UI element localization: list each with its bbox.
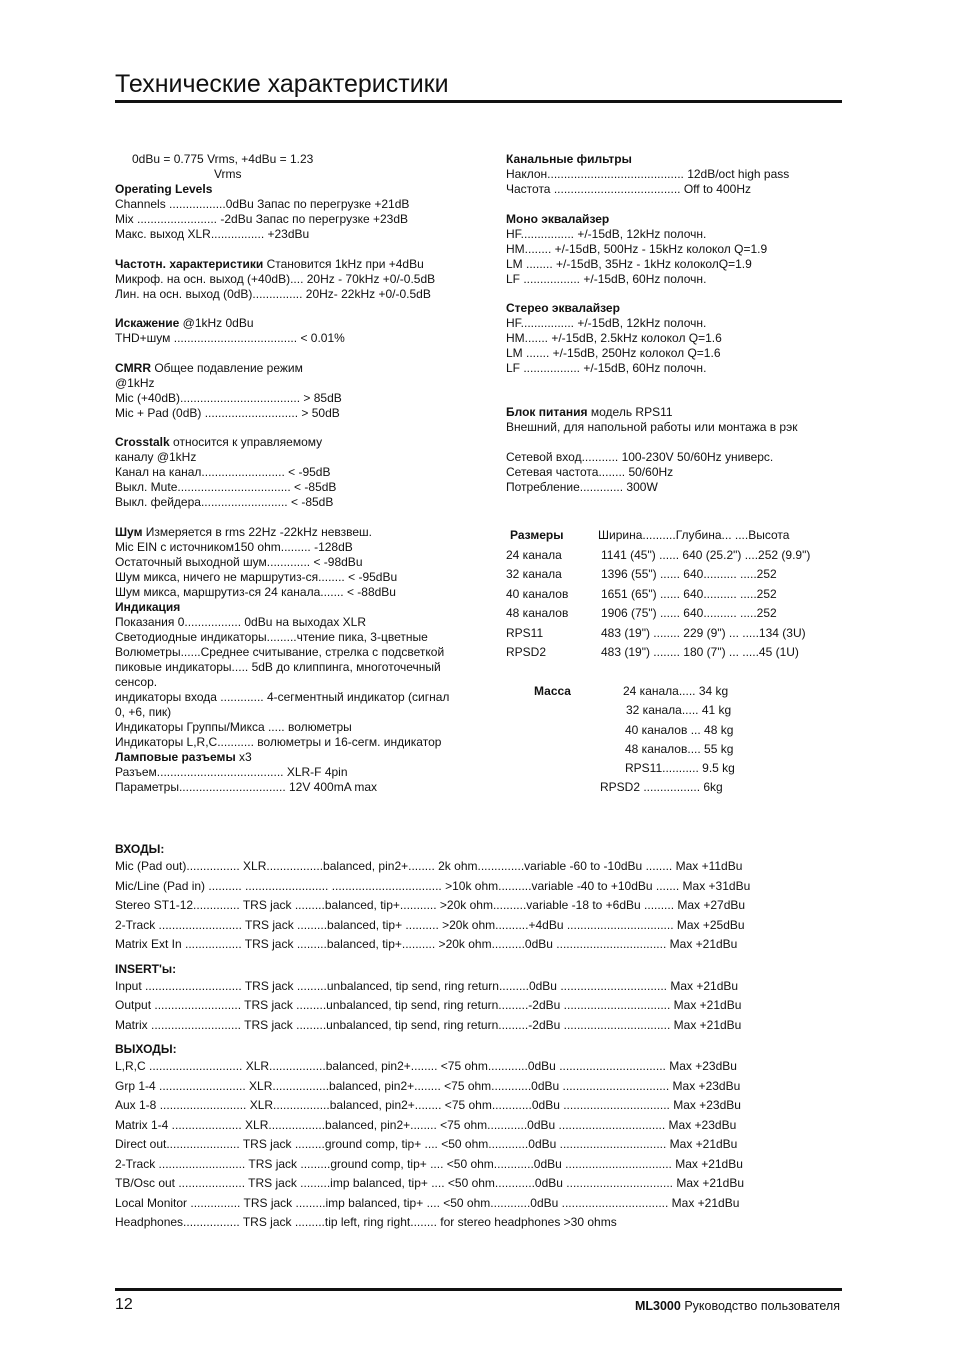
page-title: Технические характеристики (115, 70, 449, 98)
noise-line: Шум микса, маршрутиз-ся 24 канала....... < -88dBu (115, 584, 396, 599)
insert-spec-row: Output .......................... TRS jack .........unbalanced, tip send, ring return.........-2dBu ................................ Max +21dBu (115, 998, 742, 1012)
output-spec-row: Direct out...................... TRS jack .........ground comp, tip+ .... <50 ohm............0dBu ................................ Max +21dBu (115, 1137, 738, 1151)
dimensions-row-value: 1651 (65") ...... 640.......... .....252 (601, 586, 777, 601)
stereo-eq-line: HM....... +/-15dB, 2.5kHz колокол Q=1.6 (506, 331, 722, 345)
freq-response-heading: Частотн. характеристики Становится 1kHz при +4dBu (115, 256, 424, 271)
mono-eq-heading: Моно эквалайзер (506, 211, 610, 226)
distortion-heading: Искажение @1kHz 0dBu (115, 316, 254, 330)
power-supply-line: Сетевая частота........ 50/60Hz (506, 464, 674, 479)
dimensions-row (506, 624, 842, 644)
dimensions-row-value: 1141 (45") ...... 640 (25.2") ....252 (9.9") (601, 547, 811, 562)
dimensions-header-row (506, 526, 842, 546)
indication-line: пиковые индикаторы..... 5dB до клиппинга, многоточечный (115, 659, 441, 674)
indication-line: сенсор. (115, 674, 158, 689)
power-supply-line: Потребление............. 300W (506, 479, 658, 494)
mass-row-value: RPSD2 ................. 6kg (600, 780, 723, 795)
crosstalk-line: Канал на канал......................... < -95dB (115, 465, 331, 479)
crosstalk-heading: Crosstalk относится к управляемому (115, 435, 323, 449)
crosstalk-heading-line-2: каналу @1kHz (115, 450, 197, 464)
dimensions-row-label: RPSD2 (506, 645, 547, 659)
mono-eq-line: HF................ +/-15dB, 12kHz полочн. (506, 226, 707, 241)
dimensions-row-value: 483 (19") ........ 229 (9") ... .....134 (3U) (601, 625, 806, 640)
output-spec-row: Local Monitor ............... TRS jack .........imp balanced, tip+ .... <50 ohm............0dBu ................................ Max +21dBu (115, 1195, 740, 1210)
indication-line: Волюметры......Среднее считывание, стрелка с подсветкой (115, 644, 445, 659)
cmrr-line: Mic (+40dB).................................... > 85dB (115, 390, 342, 405)
input-spec-row: Mic (Pad out)................ XLR.................balanced, pin2+........ 2k ohm..............variable -60 to -10dBu ........ Max +11dBu (115, 859, 743, 873)
indication-line: 0, +6, пик) (115, 704, 172, 719)
indication-line: индикаторы входа ............. 4-сегментный индикатор (сигнал (115, 689, 450, 704)
noise-line: Остаточный выходной шум............. < -98dBu (115, 554, 363, 569)
stereo-eq-line: LF ................. +/-15dB, 60Hz полочн. (506, 361, 707, 375)
mass-row (506, 682, 842, 701)
mono-eq-line: LF ................. +/-15dB, 60Hz полочн. (506, 271, 707, 286)
mass-row (506, 740, 842, 759)
indication-heading: Индикация (115, 599, 181, 614)
dimensions-row (506, 604, 842, 624)
mass-row (506, 759, 842, 778)
dimensions-row (506, 643, 842, 663)
output-spec-row: Grp 1-4 .......................... XLR.................balanced, pin2+........ <75 ohm............0dBu ................................ Max +23dBu (115, 1078, 741, 1093)
dimensions-row-label: 40 каналов (506, 586, 569, 601)
power-supply-heading: Блок питания модель RPS11 (506, 405, 673, 419)
inputs-heading: ВХОДЫ: (115, 842, 165, 856)
footer-model: ML3000 (634, 1299, 681, 1313)
noise-line: Шум микса, ничего не маршрутиз-ся........ < -95dBu (115, 569, 398, 584)
mono-eq-line: HM........ +/-15dB, 500Hz - 15kHz колокол Q=1.9 (506, 241, 768, 256)
output-spec-row: Matrix 1-4 ..................... XLR.................balanced, pin2+........ <75 ohm............0dBu ................................ Max +23dBu (115, 1117, 737, 1132)
dimensions-row (506, 585, 842, 605)
dbu-definition-line-1: 0dBu = 0.775 Vrms, +4dBu = 1.23 (132, 152, 314, 166)
dimensions-row (506, 546, 842, 566)
lamp-connectors-heading: Ламповые разъемы x3 (115, 749, 252, 764)
dimensions-heading: Размеры (510, 528, 564, 542)
freq-response-line: Лин. на осн. выход (0dB)............... 20Hz- 22kHz +0/-0.5dB (115, 286, 431, 301)
operating-levels-line: Channels .................0dBu Запас по перегрузке +21dB (115, 197, 410, 211)
right-column (506, 152, 842, 495)
channel-filters-line: Частота ...................................... Off to 400Hz (506, 182, 751, 196)
mass-row-value: 48 каналов.... 55 kg (625, 741, 734, 756)
footer-rule (115, 1288, 842, 1291)
mass-row-value: 32 канала..... 41 kg (626, 703, 732, 718)
cmrr-line: Mic + Pad (0dB) ............................ > 50dB (115, 405, 340, 420)
input-spec-row: Mic/Line (Pad in) .......... ......................... ................................. >10k ohm..........variable -40 to +10dBu ....... Max +31dBu (115, 878, 751, 893)
lamp-connectors-line: Разъем...................................... XLR-F 4pin (115, 764, 348, 779)
output-spec-row: L,R,C ............................ XLR.................balanced, pin2+........ <75 ohm............0dBu ................................ Max +23dBu (115, 1059, 737, 1073)
insert-spec-row: Input ............................. TRS jack .........unbalanced, tip send, ring return.........0dBu ................................ Max +21dBu (115, 978, 739, 993)
input-spec-row: Stereo ST1-12.............. TRS jack .........balanced, tip+........... >20k ohm..........variable -18 to +6dBu ......... Max +27dBu (115, 898, 746, 912)
io-specs (115, 841, 842, 1233)
outputs-heading: ВЫХОДЫ: (115, 1042, 177, 1056)
footer-title (635, 1298, 840, 1314)
indication-line: Показания 0................. 0dBu на выходах XLR (115, 614, 366, 629)
dbu-definition-line-2: Vrms (214, 167, 242, 181)
mass-row-value: 24 канала..... 34 kg (623, 684, 729, 698)
distortion-line: THD+шум ..................................... < 0.01% (115, 331, 345, 345)
indication-line: Индикаторы Группы/Микса ..... волюметры (115, 719, 352, 734)
output-spec-row: Headphones................. TRS jack .........tip left, ring right........ for stereo headphones >30 ohms (115, 1215, 617, 1229)
freq-response-line: Микроф. на осн. выход (+40dB).... 20Hz - 70kHz +0/-0.5dB (115, 271, 436, 286)
dimensions-row-label: 24 канала (506, 547, 562, 562)
channel-filters-line: Наклон......................................... 12dB/oct high pass (506, 167, 790, 181)
input-spec-row: 2-Track ......................... TRS jack .........balanced, tip+ .......... >20k ohm..........+4dBu ................................ Max +25dBu (115, 917, 745, 932)
stereo-eq-line: LM ....... +/-15dB, 250Hz колокол Q=1.6 (506, 346, 721, 360)
crosstalk-line: Выкл. фейдера.......................... < -85dB (115, 495, 334, 509)
cmrr-heading: CMRR Общее подавление режим (115, 360, 303, 375)
dimensions-row-value: 1396 (55") ...... 640.......... .....252 (601, 567, 777, 581)
dimensions-row-label: 32 канала (506, 567, 562, 581)
output-spec-row: TB/Osc out .................... TRS jack .........imp balanced, tip+ .... <50 ohm............0dBu ................................ Max +21dBu (115, 1176, 745, 1190)
dimensions-row-label: RPS11 (506, 625, 544, 640)
power-supply-heading-line-2: Внешний, для напольной работы или монтажа в рэк (506, 420, 798, 434)
lamp-connectors-line: Параметры................................ 12V 400mA max (115, 779, 378, 794)
mass-table (506, 682, 842, 798)
channel-filters-heading: Канальные фильтры (506, 152, 632, 166)
noise-line: Mic EIN с источником150 ohm......... -128dB (115, 539, 353, 554)
mass-row (506, 778, 842, 797)
indication-line: Светодиодные индикаторы.........чтение пика, 3-цветные (115, 629, 428, 644)
mass-heading: Масса (534, 684, 571, 698)
dimensions-row-value: 1906 (75") ...... 640.......... .....252 (601, 606, 777, 620)
operating-levels-heading: Operating Levels (115, 182, 213, 196)
page-number: 12 (115, 1296, 133, 1313)
header-rule (115, 100, 842, 103)
insert-spec-row: Matrix ........................... TRS jack .........unbalanced, tip send, ring return.........-2dBu ................................ Max +21dBu (115, 1017, 742, 1032)
dimensions-row (506, 565, 842, 585)
mass-row-value: 40 каналов ... 48 kg (625, 722, 734, 737)
noise-heading: Шум Измеряется в rms 22Hz -22kHz невзвеш. (115, 524, 372, 539)
mono-eq-line: LM ........ +/-15dB, 35Hz - 1kHz колоколQ=1.9 (506, 256, 752, 271)
cmrr-heading-line-2: @1kHz (115, 375, 155, 390)
footer-text: Руководство пользователя (684, 1299, 840, 1313)
dimensions-row-label: 48 каналов (506, 606, 569, 620)
stereo-eq-line: HF................ +/-15dB, 12kHz полочн. (506, 316, 707, 330)
dimensions-columns: Ширина..........Глубина... ....Высота (598, 528, 790, 542)
output-spec-row: 2-Track .......................... TRS jack .........ground comp, tip+ .... <50 ohm............0dBu ................................ Max +21dBu (115, 1156, 743, 1171)
output-spec-row: Aux 1-8 .......................... XLR.................balanced, pin2+........ <75 ohm............0dBu ................................ Max +23dBu (115, 1098, 741, 1112)
indication-line: Индикаторы L,R,C........... волюметры и 16-сегм. индикатор (115, 734, 442, 749)
stereo-eq-heading: Стерео эквалайзер (506, 301, 620, 315)
crosstalk-line: Выкл. Mute.................................. < -85dB (115, 480, 337, 494)
left-column (115, 152, 480, 795)
mass-row-value: RPS11........... 9.5 kg (625, 761, 735, 776)
dimensions-row-value: 483 (19") ........ 180 (7") ... .....45 (1U) (601, 645, 799, 659)
mass-row (506, 721, 842, 740)
input-spec-row: Matrix Ext In ................. TRS jack .........balanced, tip+.......... >20k ohm..........0dBu ................................. Max +21dBu (115, 937, 738, 951)
inserts-heading: INSERT'ы: (115, 961, 177, 976)
operating-levels-line: Макс. выход XLR................ +23dBu (115, 227, 310, 241)
dimensions-table (506, 526, 842, 663)
power-supply-line: Сетевой вход........... 100-230V 50/60Hz универс. (506, 449, 774, 464)
operating-levels-line: Mix ........................ -2dBu Запас по перегрузке +23dB (115, 212, 408, 226)
mass-row (506, 701, 842, 720)
